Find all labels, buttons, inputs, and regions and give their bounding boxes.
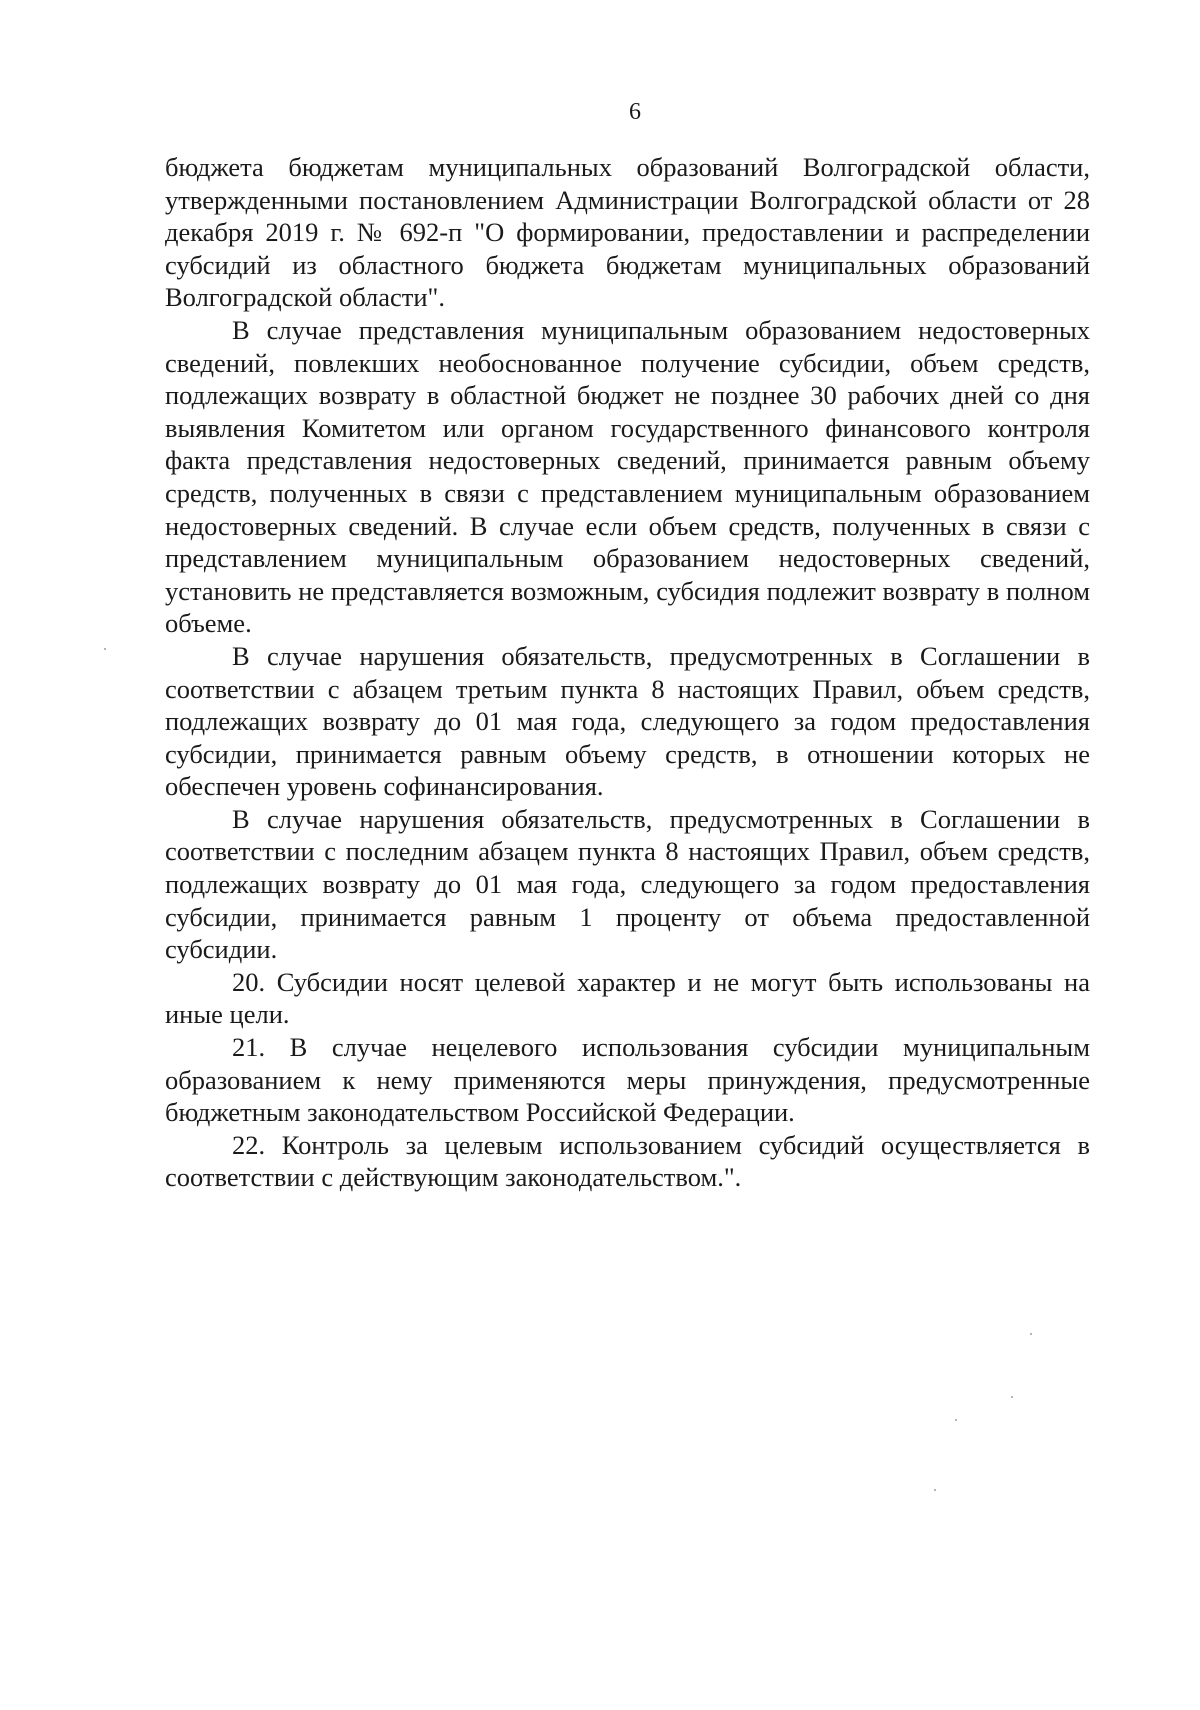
scan-speck	[104, 648, 106, 650]
page-number: 6	[629, 99, 641, 125]
scan-speck	[1011, 1396, 1013, 1398]
paragraph-cofinancing-breach: В случае нарушения обязательств, предусмотренных в Соглашении в соответствии с абзацем третьим пункта 8 настоящих Правил, объем средств, подлежащих возврату до 01 мая года, следующего за годом предоставления субсидии, принимается равным объему средств, в отношении которых не обеспечен уровень софинансирования.	[165, 640, 1090, 802]
paragraph-false-information: В случае представления муниципальным образованием недостоверных сведений, повлекших необоснованное получение субсидии, объем средств, подлежащих возврату в областной бюджет не позднее 30 рабочих дней со дня выявления Комитетом или органом государственного финансового контроля факта представления недостоверных сведений, принимается равным объему средств, полученных в связи с представлением муниципальным образованием недостоверных сведений. В случае если объем средств, полученных в связи с представлением муниципальным образованием недостоверных сведений, установить не представляется возможным, субсидия подлежит возврату в полном объеме.	[165, 314, 1090, 639]
paragraph-item-22: 22. Контроль за целевым использованием субсидий осуществляется в соответствии с действующим законодательством.".	[165, 1129, 1090, 1193]
scan-speck	[1030, 1333, 1032, 1335]
paragraph-continuation: бюджета бюджетам муниципальных образований Волгоградской области, утвержденными постановлением Администрации Волгоградской области от 28 декабря 2019 г. № 692-п "О формировании, предоставлении и распределении субсидий из областного бюджета бюджетам муниципальных образований Волгоградской области".	[165, 152, 1090, 313]
scan-speck	[934, 1489, 936, 1491]
document-body	[165, 151, 1090, 1194]
paragraph-last-clause-breach: В случае нарушения обязательств, предусмотренных в Соглашении в соответствии с последним абзацем пункта 8 настоящих Правил, объем средств, подлежащих возврату до 01 мая года, следующего за годом предоставления субсидии, принимается равным 1 проценту от объема предоставленной субсидии.	[165, 803, 1090, 965]
scan-speck	[955, 1419, 957, 1421]
paragraph-item-21: 21. В случае нецелевого использования субсидии муниципальным образованием к нему применяются меры принуждения, предусмотренные бюджетным законодательством Российской Федерации.	[165, 1032, 1090, 1128]
paragraph-item-20: 20. Субсидии носят целевой характер и не могут быть использованы на иные цели.	[165, 966, 1090, 1030]
